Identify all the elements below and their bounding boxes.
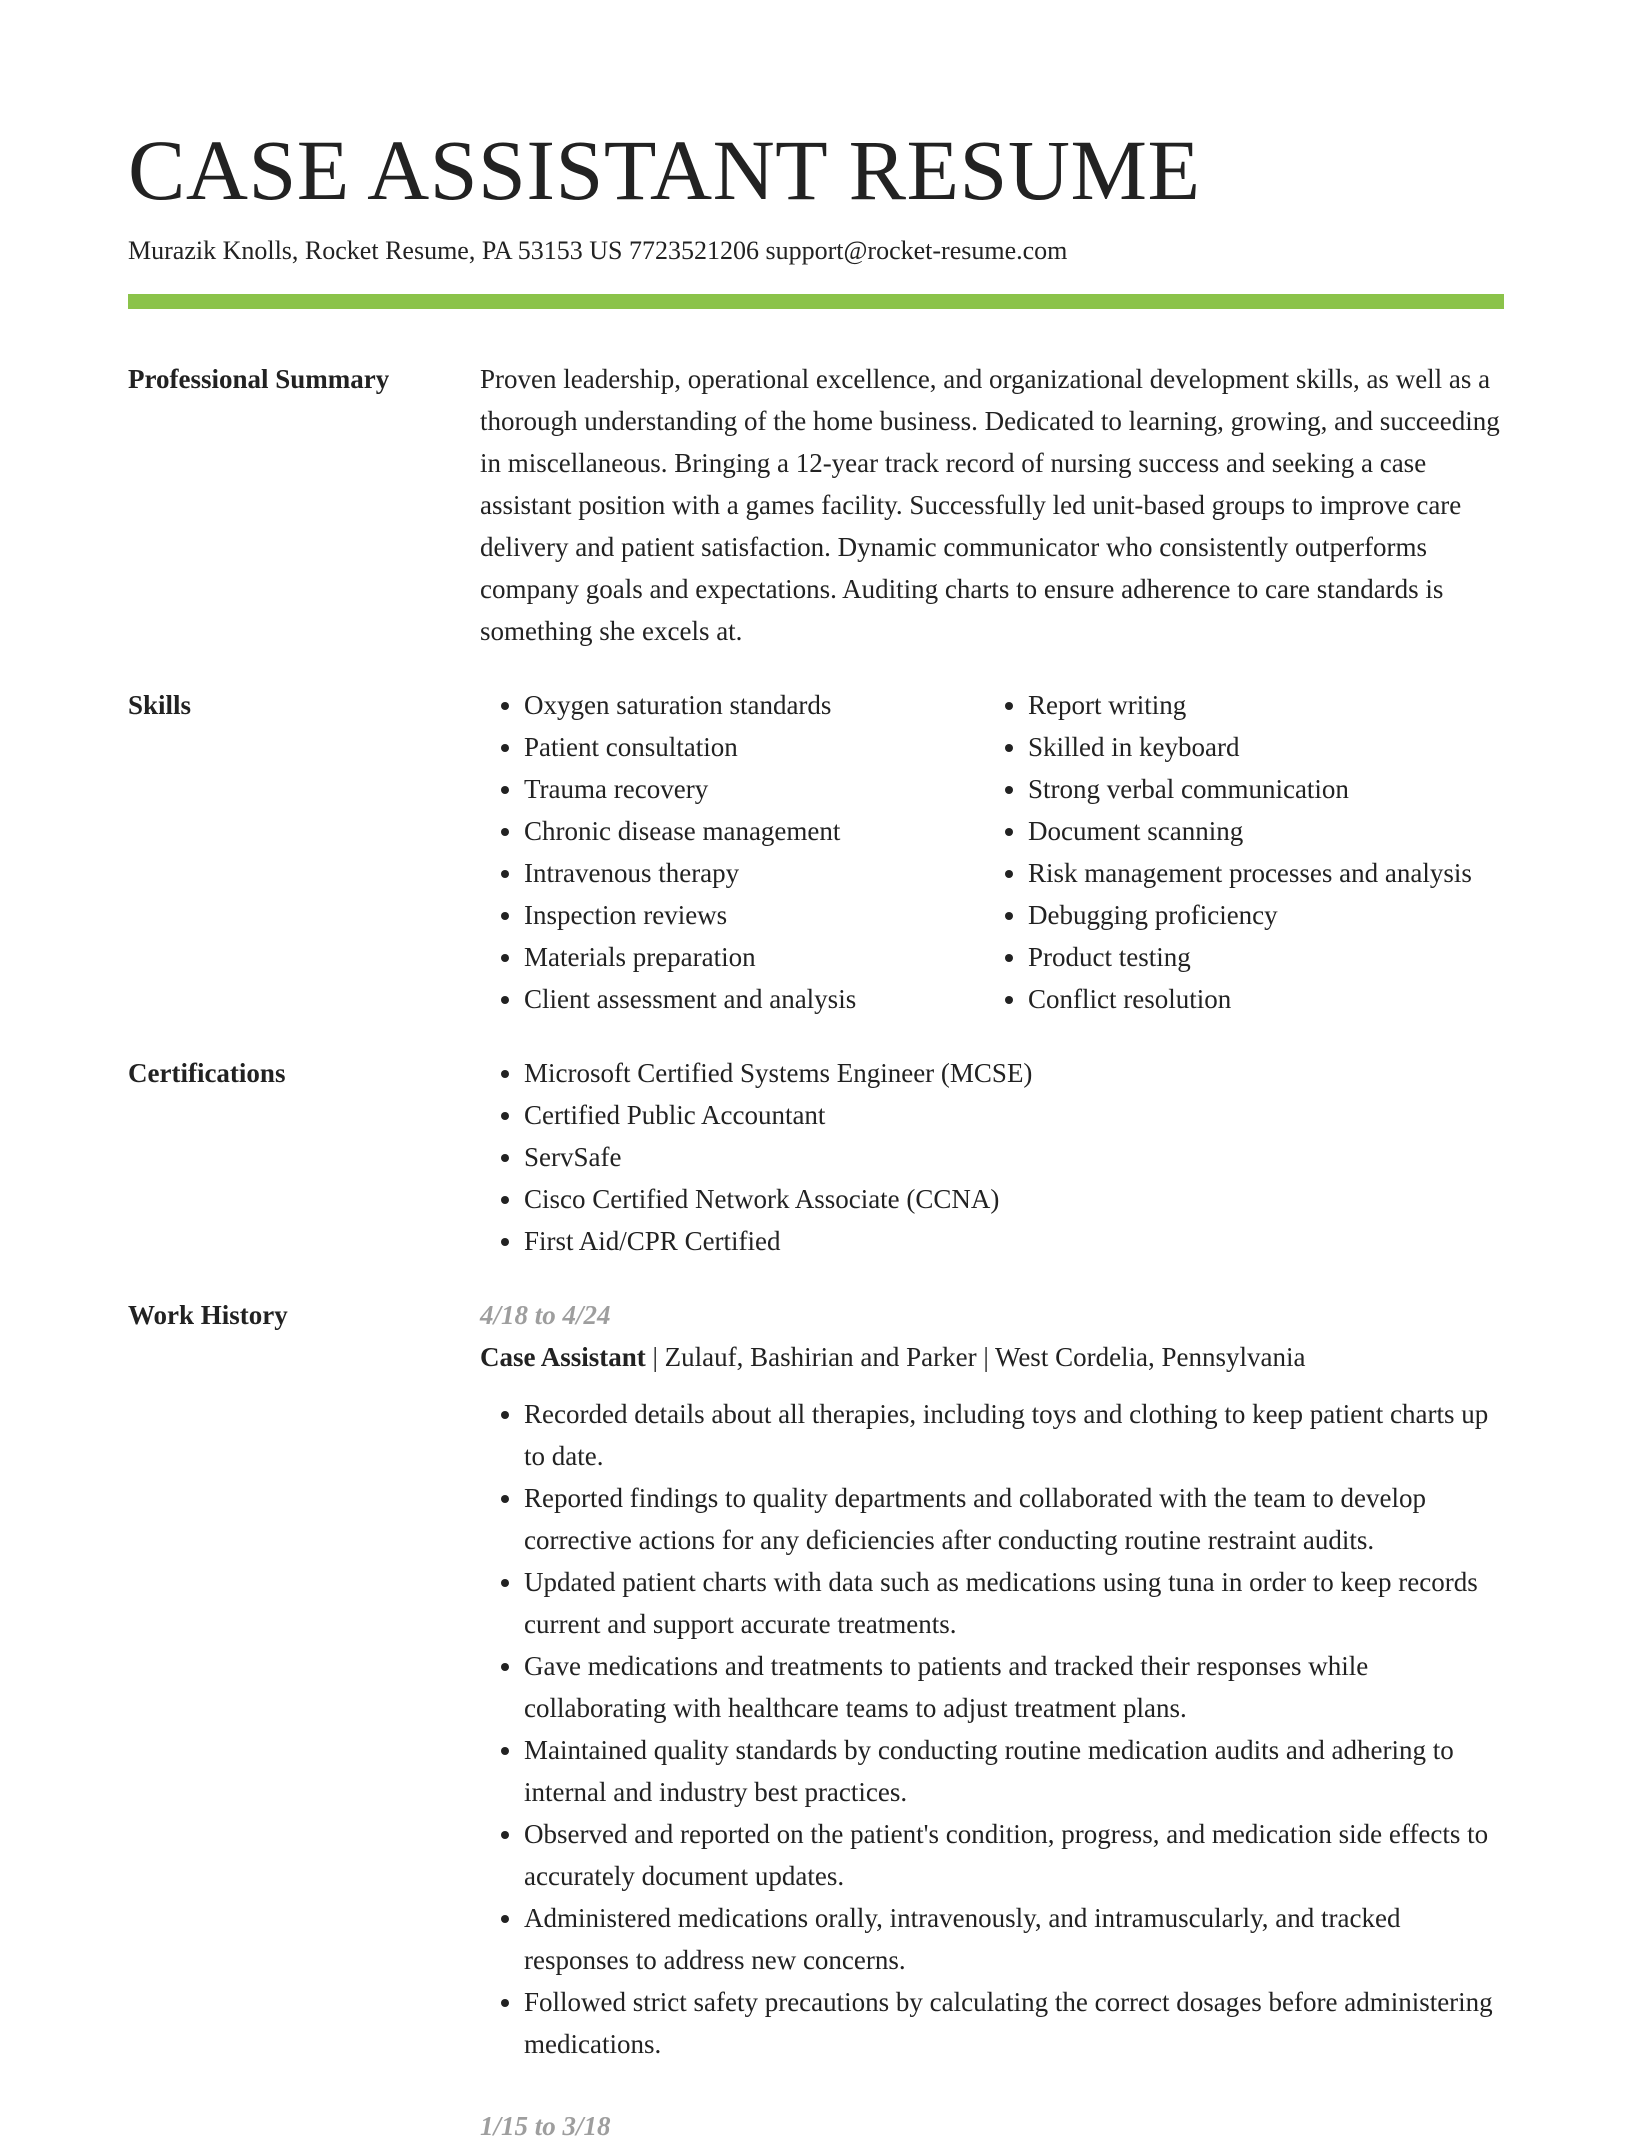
skill-item: • Materials preparation xyxy=(524,936,984,978)
skill-item: • Conflict resolution xyxy=(1028,978,1504,1020)
skill-item: • Patient consultation xyxy=(524,726,984,768)
job-duty-item: • Reported findings to quality departments and collaborated with the team to develop corrective actions for any deficiencies after conducting routine restraint audits. xyxy=(524,1477,1504,1561)
job-dates: 4/18 to 4/24 xyxy=(480,1300,611,1330)
skills-column-right xyxy=(984,684,1504,1020)
skills-section xyxy=(128,684,1504,1020)
job-duty-item: • Administered medications orally, intravenously, and intramuscularly, and tracked responses to address new concerns. xyxy=(524,1897,1504,1981)
job-title-line xyxy=(480,1336,1504,1378)
certification-item: • ServSafe xyxy=(524,1136,1504,1178)
skill-item: • Risk management processes and analysis xyxy=(1028,852,1504,894)
job-duty-item: • Gave medications and treatments to patients and tracked their responses while collaborating with healthcare teams to adjust treatment plans. xyxy=(524,1645,1504,1729)
skills-heading: Skills xyxy=(128,690,192,720)
certifications-heading: Certifications xyxy=(128,1058,286,1088)
skill-item: • Intravenous therapy xyxy=(524,852,984,894)
skill-item: • Chronic disease management xyxy=(524,810,984,852)
job-entry xyxy=(480,2105,1504,2147)
summary-text: Proven leadership, operational excellence, and organizational development skills, as well as a thorough understanding of the home business. Dedicated to learning, growing, and succeeding in miscellaneous. Bringing a 12-year track record of nursing success and seeking a case assistant position with a games facility. Successfully led unit-based groups to improve care delivery and patient satisfaction. Dynamic communicator who consistently outperforms company goals and expectations. Auditing charts to ensure adherence to care standards is something she excels at. xyxy=(480,364,1500,646)
job-duties-list xyxy=(480,1393,1504,2065)
certification-item: • Cisco Certified Network Associate (CCNA) xyxy=(524,1178,1504,1220)
job-dates: 1/15 to 3/18 xyxy=(480,2111,611,2141)
summary-section xyxy=(128,358,1504,652)
contact-line: Murazik Knolls, Rocket Resume, PA 53153 US 7723521206 support@rocket-resume.com xyxy=(128,236,1068,265)
summary-heading: Professional Summary xyxy=(128,364,390,394)
job-title: Case Assistant xyxy=(480,1342,646,1372)
work-history-section xyxy=(128,1294,1504,2147)
skill-item: • Product testing xyxy=(1028,936,1504,978)
skill-item: • Report writing xyxy=(1028,684,1504,726)
job-duty-item: • Updated patient charts with data such as medications using tuna in order to keep records current and support accurate treatments. xyxy=(524,1561,1504,1645)
work-history-heading: Work History xyxy=(128,1300,288,1330)
job-employer-location: | Zulauf, Bashirian and Parker | West Cordelia, Pennsylvania xyxy=(645,1342,1306,1372)
skill-item: • Document scanning xyxy=(1028,810,1504,852)
job-entry xyxy=(480,1294,1504,2065)
skill-item: • Skilled in keyboard xyxy=(1028,726,1504,768)
skill-item: • Oxygen saturation standards xyxy=(524,684,984,726)
certification-item: • First Aid/CPR Certified xyxy=(524,1220,1504,1262)
resume-page xyxy=(128,0,1504,2147)
accent-divider xyxy=(128,294,1504,309)
skill-item: • Inspection reviews xyxy=(524,894,984,936)
certification-item: • Certified Public Accountant xyxy=(524,1094,1504,1136)
certification-item: • Microsoft Certified Systems Engineer (MCSE) xyxy=(524,1052,1504,1094)
job-duty-item: • Maintained quality standards by conducting routine medication audits and adhering to internal and industry best practices. xyxy=(524,1729,1504,1813)
job-duty-item: • Recorded details about all therapies, including toys and clothing to keep patient charts up to date. xyxy=(524,1393,1504,1477)
skill-item: • Trauma recovery xyxy=(524,768,984,810)
skill-item: • Client assessment and analysis xyxy=(524,978,984,1020)
job-duty-item: • Followed strict safety precautions by calculating the correct dosages before administering medications. xyxy=(524,1981,1504,2065)
certifications-section xyxy=(128,1052,1504,1262)
skill-item: • Strong verbal communication xyxy=(1028,768,1504,810)
skill-item: • Debugging proficiency xyxy=(1028,894,1504,936)
resume-title: CASE ASSISTANT RESUME xyxy=(128,122,1201,218)
skills-column-left xyxy=(480,684,984,1020)
job-duty-item: • Observed and reported on the patient's condition, progress, and medication side effects to accurately document updates. xyxy=(524,1813,1504,1897)
